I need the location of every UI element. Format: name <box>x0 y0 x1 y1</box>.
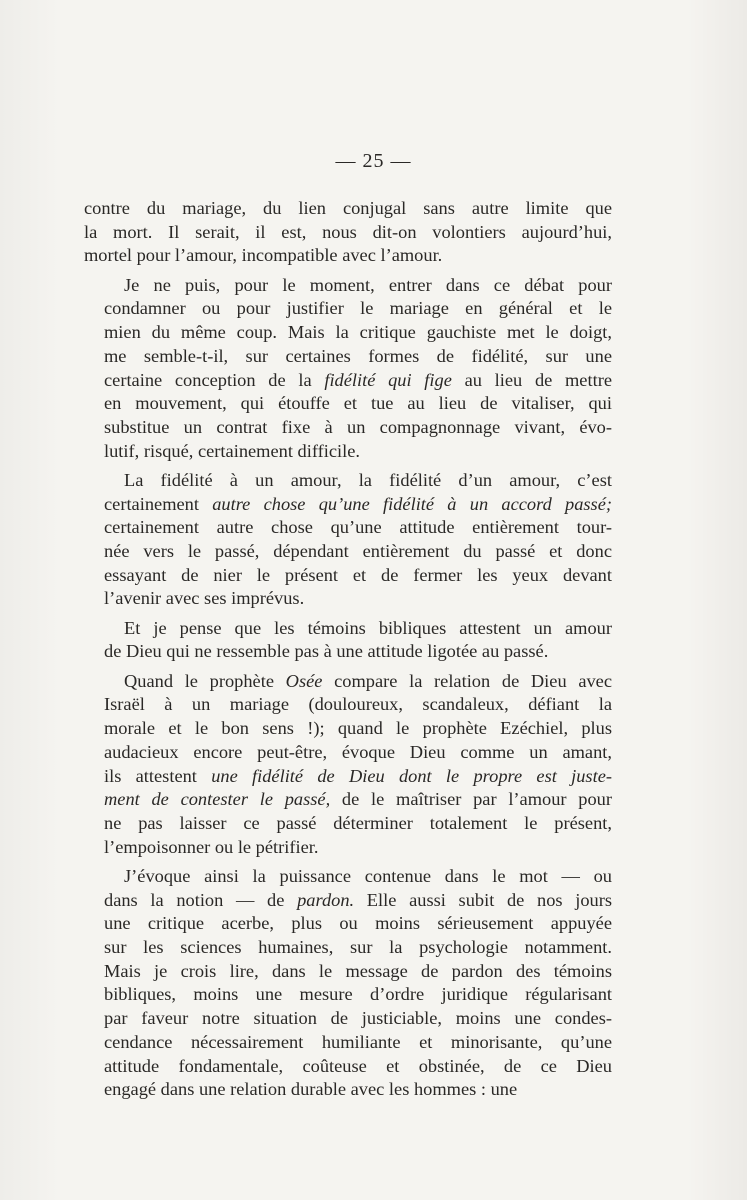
paragraph <box>84 617 612 664</box>
text-segment: dans la notion — de <box>104 889 298 910</box>
paragraph <box>84 469 612 611</box>
paragraph <box>84 197 612 268</box>
italic-text: Osée <box>285 670 323 691</box>
text-line: morale et le bon sens !); quand le prophète Ezéchiel, plus <box>104 718 612 739</box>
text-line: engagé dans une relation durable avec les hommes : une <box>104 1079 518 1100</box>
text-line <box>84 369 612 393</box>
text-line: Je ne puis, pour le moment, entrer dans ce débat pour <box>124 274 612 295</box>
text-line <box>84 889 612 913</box>
text-line: La fidélité à un amour, la fidélité d’un amour, c’est <box>124 469 612 490</box>
text-line: cendance nécessairement humiliante et minorisante, qu’une <box>104 1031 612 1052</box>
text-segment: Quand le prophète <box>124 670 286 691</box>
text-line: par faveur notre situation de justiciable, moins une condes- <box>104 1008 612 1029</box>
text-line: la mort. Il serait, il est, nous dit-on volontiers aujourd’hui, <box>84 221 612 242</box>
text-segment: compare la relation de Dieu avec <box>322 670 613 691</box>
text-line: me semble-t-il, sur certaines formes de fidélité, sur une <box>104 345 612 366</box>
text-line: mortel pour l’amour, incompatible avec l’amour. <box>84 245 443 266</box>
text-segment: certainement <box>104 493 213 514</box>
text-line: attitude fondamentale, coûteuse et obstinée, de ce Dieu <box>104 1055 612 1076</box>
text-line: l’avenir avec ses imprévus. <box>104 588 305 609</box>
text-line <box>84 493 612 517</box>
italic-text: pardon. <box>297 889 355 910</box>
paragraph <box>84 274 612 464</box>
text-line: sur les sciences humaines, sur la psychologie notamment. <box>104 937 612 958</box>
text-line: Mais je crois lire, dans le message de pardon des témoins <box>104 960 612 981</box>
text-segment: certaine conception de la <box>104 369 325 390</box>
text-segment: de le maîtriser par l’amour pour <box>330 789 612 810</box>
text-line: Et je pense que les témoins bibliques attestent un amour <box>124 617 612 638</box>
text-line: bibliques, moins une mesure d’ordre juridique régularisant <box>104 984 612 1005</box>
text-line: une critique acerbe, plus ou moins sérieusement appuyée <box>104 913 612 934</box>
italic-text: une fidélité de Dieu dont le propre est juste- <box>211 765 612 786</box>
text-line <box>84 765 612 789</box>
text-line <box>84 670 612 694</box>
paragraph <box>84 865 612 1102</box>
text-line: essayant de nier le présent et de fermer les yeux devant <box>104 564 612 585</box>
text-segment: Elle aussi subit de nos jours <box>354 889 612 910</box>
text-line: ne pas laisser ce passé déterminer totalement le présent, <box>104 812 612 833</box>
text-line: née vers le passé, dépendant entièrement du passé et donc <box>104 541 612 562</box>
italic-text: ment de contester le passé, <box>104 789 331 810</box>
text-line: mien du même coup. Mais la critique gauchiste met le doigt, <box>104 322 612 343</box>
page-number: — 25 — <box>335 150 412 172</box>
text-line <box>84 788 612 812</box>
italic-text: autre chose qu’une fidélité à un accord passé; <box>212 493 612 514</box>
text-line: substitue un contrat fixe à un compagnonnage vivant, évo- <box>104 416 612 437</box>
text-line: certainement autre chose qu’une attitude entièrement tour- <box>104 517 612 538</box>
text-line: lutif, risqué, certainement difficile. <box>104 440 361 461</box>
text-line: en mouvement, qui étouffe et tue au lieu de vitaliser, qui <box>104 393 612 414</box>
text-line: contre du mariage, du lien conjugal sans autre limite que <box>84 198 612 218</box>
text-line: audacieux encore peut-être, évoque Dieu comme un amant, <box>104 741 612 762</box>
text-line: de Dieu qui ne ressemble pas à une attitude ligotée au passé. <box>104 641 549 662</box>
text-line: condamner ou pour justifier le mariage en général et le <box>104 298 612 319</box>
text-line: J’évoque ainsi la puissance contenue dans le mot — ou <box>124 865 612 886</box>
body-text <box>84 197 612 1108</box>
text-line: l’empoisonner ou le pétrifier. <box>104 836 319 857</box>
text-segment: au lieu de mettre <box>451 369 612 390</box>
italic-text: fidélité qui fige <box>324 369 452 390</box>
text-segment: ils attestent <box>104 765 212 786</box>
text-line: Israël à un mariage (douloureux, scandaleux, défiant la <box>104 694 612 715</box>
paragraph <box>84 670 612 860</box>
